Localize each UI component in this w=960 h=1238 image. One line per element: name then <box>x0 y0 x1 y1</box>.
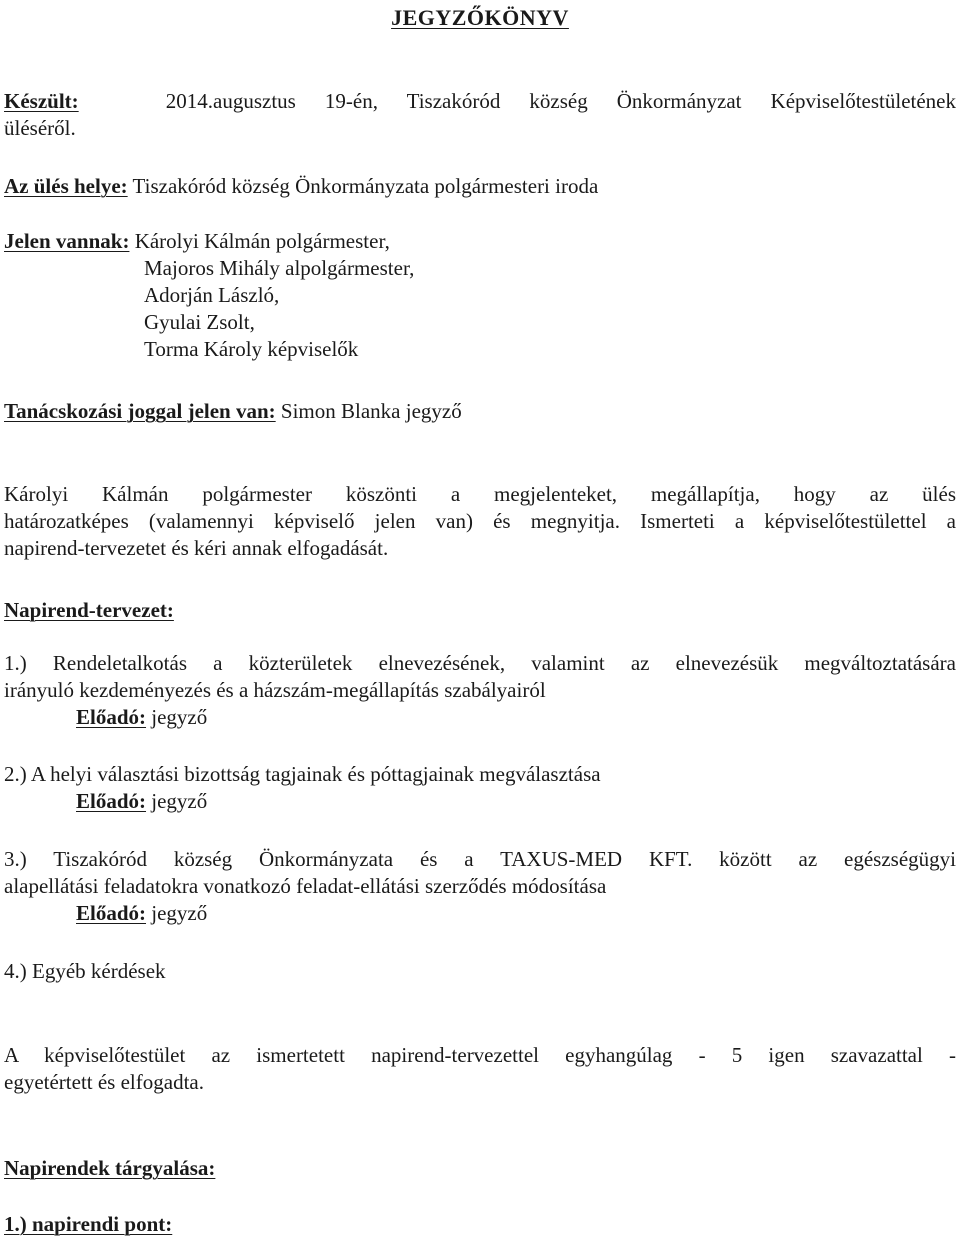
agenda-item-3-line2: alapellátási feladatokra vonatkozó feladat-ellátási szerződés módosítása <box>4 874 607 898</box>
decision-line1: A képviselőtestület az ismertetett napirend-tervezettel egyhangúlag - 5 igen szavazattal - <box>4 1043 956 1067</box>
eloado-label: Előadó: <box>76 705 147 729</box>
tanacskozasi-section <box>4 398 956 425</box>
jelen-vannak-member: Torma Károly képviselők <box>144 337 359 361</box>
jelen-vannak-first: Károlyi Kálmán polgármester, <box>129 229 390 253</box>
agenda-item-1-line1: 1.) Rendeletalkotás a közterületek elnevezésének, valamint az elnevezésük megváltoztatására <box>4 651 956 675</box>
agenda-item-4 <box>4 958 956 985</box>
intro-line3: napirend-tervezetet és kéri annak elfogadását. <box>4 536 389 560</box>
napirend-tervezet-heading <box>4 597 956 624</box>
eloado-value: jegyző <box>146 901 208 925</box>
agenda-item-2 <box>4 761 956 815</box>
keszult-text-line2: üléséről. <box>4 116 76 140</box>
agenda-item-1 <box>4 650 956 731</box>
jelen-vannak-label: Jelen vannak: <box>4 229 130 253</box>
ules-helye-label: Az ülés helye: <box>4 174 128 198</box>
ules-helye-section <box>4 173 956 200</box>
keszult-text-line1: 2014.augusztus 19-én, Tiszakóród község Önkormányzat Képviselőtestületének <box>165 89 956 113</box>
decision-line2: egyetértett és elfogadta. <box>4 1070 204 1094</box>
tanacskozasi-label: Tanácskozási joggal jelen van: <box>4 399 276 423</box>
jelen-vannak-member: Majoros Mihály alpolgármester, <box>144 256 415 280</box>
eloado-value: jegyző <box>146 789 208 813</box>
first-point-heading <box>4 1211 956 1238</box>
napirend-tervezet-label: Napirend-tervezet: <box>4 598 174 622</box>
agenda-item-4-line1: 4.) Egyéb kérdések <box>4 959 166 983</box>
agenda-item-1-line2: irányuló kezdeményezés és a házszám-megállapítás szabályairól <box>4 678 546 702</box>
intro-line2: határozatképes (valamennyi képviselő jelen van) és megnyitja. Ismerteti a képviselőtestülettel a <box>4 509 956 533</box>
agenda-item-3 <box>4 846 956 927</box>
keszult-line1 <box>4 88 956 115</box>
decision-paragraph <box>4 1042 956 1096</box>
jelen-vannak-member: Adorján László, <box>144 283 280 307</box>
jelen-vannak-section <box>4 228 956 363</box>
napirendek-targyalasa-label: Napirendek tárgyalása: <box>4 1156 216 1180</box>
first-point-label: 1.) napirendi pont: <box>4 1212 173 1236</box>
tanacskozasi-text: Simon Blanka jegyző <box>275 399 462 423</box>
agenda-item-2-line1: 2.) A helyi választási bizottság tagjainak és póttagjainak megválasztása <box>4 762 601 786</box>
eloado-value: jegyző <box>146 705 208 729</box>
eloado-label: Előadó: <box>76 901 147 925</box>
document-title: JEGYZŐKÖNYV <box>391 5 569 30</box>
ules-helye-text: Tiszakóród község Önkormányzata polgármesteri iroda <box>127 174 599 198</box>
agenda-item-3-line1: 3.) Tiszakóród község Önkormányzata és a TAXUS-MED KFT. között az egészségügyi <box>4 847 956 871</box>
keszult-label: Készült: <box>4 89 79 113</box>
keszult-section <box>4 88 956 142</box>
intro-paragraph <box>4 481 956 562</box>
napirendek-targyalasa-heading <box>4 1155 956 1182</box>
intro-line1: Károlyi Kálmán polgármester köszönti a megjelenteket, megállapítja, hogy az ülés <box>4 482 956 506</box>
jelen-vannak-member: Gyulai Zsolt, <box>144 310 255 334</box>
eloado-label: Előadó: <box>76 789 147 813</box>
